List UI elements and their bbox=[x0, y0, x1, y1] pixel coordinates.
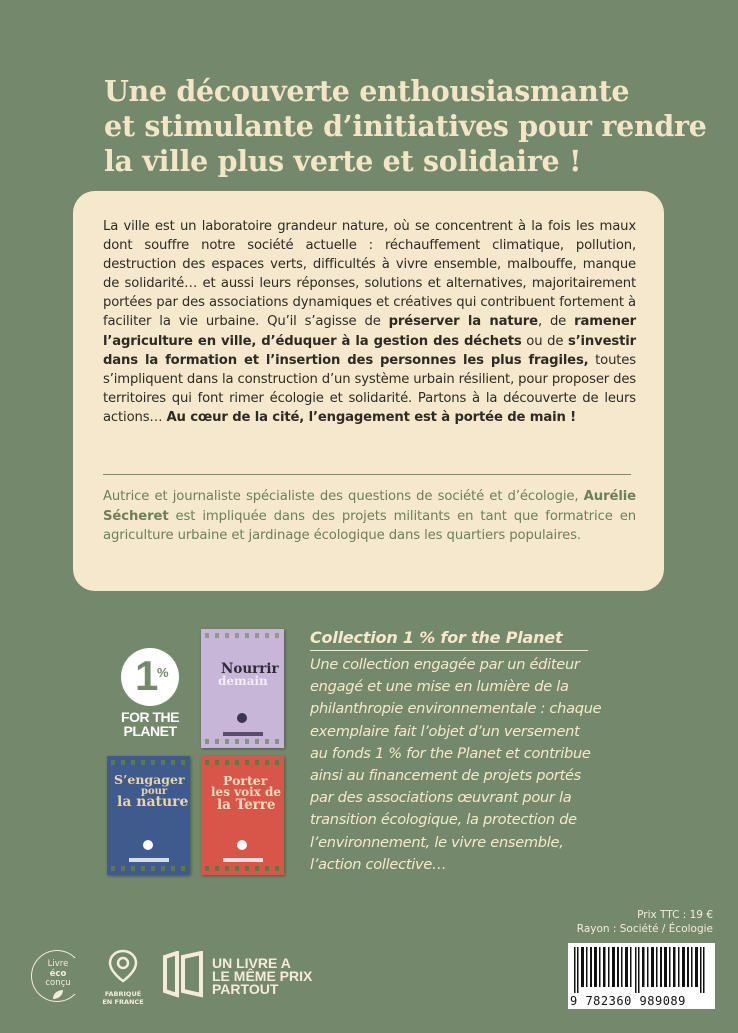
summary-panel bbox=[73, 191, 664, 591]
same-price-label bbox=[212, 957, 332, 996]
one-percent-number: 1 bbox=[135, 652, 159, 699]
eco-label: Livre bbox=[47, 959, 69, 969]
decorative-border bbox=[205, 739, 280, 744]
eco-designed-book-logo bbox=[31, 950, 85, 1004]
one-percent-circle bbox=[121, 648, 179, 706]
collection-title: Collection 1 % for the Planet bbox=[310, 628, 563, 647]
barcode-bars bbox=[572, 947, 711, 993]
description-bold: ramener l’agriculture en ville, d’éduquer à la gestion des déchets bbox=[103, 314, 636, 349]
isbn-barcode bbox=[568, 943, 715, 1009]
author-name: Aurélie Sécheret bbox=[103, 489, 636, 524]
description-text: , de bbox=[537, 314, 575, 330]
headline-line: Une découverte enthousiasmante bbox=[104, 74, 630, 108]
headline-line: et stimulante d’initiatives pour rendre bbox=[104, 109, 707, 143]
decorative-border bbox=[205, 866, 280, 871]
collection-line: l’environnement, le vivre ensemble, bbox=[310, 833, 564, 851]
decorative-border bbox=[111, 760, 186, 765]
publisher-logo-icon bbox=[129, 858, 169, 862]
book-cover-porter-les-voix-de-la-terre bbox=[201, 756, 284, 875]
book-title-end: la Terre bbox=[217, 797, 276, 813]
publisher-badge-icon bbox=[237, 713, 247, 723]
collection-description bbox=[310, 654, 610, 876]
publisher-logo-icon bbox=[223, 732, 263, 736]
made-in-france-logo bbox=[101, 948, 145, 1006]
description-bold: préserver la nature bbox=[388, 314, 538, 330]
collection-line: l’action collective… bbox=[310, 855, 447, 873]
fab-line: EN FRANCE bbox=[102, 998, 144, 1006]
publisher-badge-icon bbox=[237, 840, 247, 850]
divider bbox=[103, 474, 631, 475]
collection-line: engagé et une mise en lumière de la bbox=[310, 678, 569, 696]
eco-label: éco bbox=[49, 969, 67, 979]
book-title-sub: demain bbox=[218, 674, 268, 688]
made-in-france-label bbox=[101, 990, 145, 1006]
rayon-label: Rayon : Société / Écologie bbox=[576, 923, 713, 935]
book-description bbox=[103, 217, 636, 427]
decorative-border bbox=[205, 760, 280, 765]
collection-line: au fonds 1 % for the Planet et contribue bbox=[310, 744, 591, 762]
one-percent-text bbox=[113, 710, 187, 738]
one-percent-line: PLANET bbox=[123, 723, 177, 739]
eco-label: conçu bbox=[45, 978, 71, 988]
book-cover-sengager-pour-la-nature bbox=[107, 756, 190, 875]
book-title-main: S’engager bbox=[114, 772, 185, 787]
book-title-main: Nourrir bbox=[221, 661, 279, 677]
decorative-border bbox=[111, 866, 186, 871]
book-title-main: Porter bbox=[223, 773, 268, 788]
book-title-end: la nature bbox=[117, 794, 189, 810]
isbn-number: 9 782360 989089 bbox=[570, 994, 686, 1008]
collection-underline bbox=[310, 650, 588, 651]
description-text: La ville est un laboratoire grandeur nature, où se concentrent à la fois les maux dont souffre notre société actuelle : réchauffement climatique, pollution, destruction des espaces verts, difficultés à vivre ensemble, malbouffe, manque de solidarité… et aussi leurs réponses, solutions et alternatives, majoritairement portées par des associations dynamiques et créatives qui contribuent fortement à faciliter la vie urbaine. Qu’il s’agisse de bbox=[103, 219, 636, 330]
description-text: ou de bbox=[521, 333, 568, 349]
same-price-line: PARTOUT bbox=[212, 981, 279, 997]
book-cover-nourrir-demain bbox=[201, 629, 284, 748]
collection-line: exemplaire fait l’objet d’un versement bbox=[310, 722, 580, 740]
price-info bbox=[577, 908, 713, 936]
collection-line: transition écologique, la protection de bbox=[310, 811, 577, 829]
one-percent-for-the-planet-logo bbox=[113, 648, 187, 738]
author-text: Autrice et journaliste spécialiste des questions de société et d’écologie, bbox=[103, 489, 584, 504]
collection-line: philanthropie environnementale : chaque bbox=[310, 700, 602, 718]
one-percent-symbol: % bbox=[157, 665, 169, 680]
one-percent-line: FOR THE bbox=[121, 709, 179, 725]
description-text: toutes s’impliquent dans la construction d’un système urbain résilient, pour proposer des territoires qui font rimer écologie et solidarité. Partons à la découverte de leurs actions… bbox=[103, 352, 636, 425]
author-bio bbox=[103, 487, 636, 546]
fab-line: FABRIQUÉ bbox=[104, 990, 142, 998]
collection-line: par des associations œuvrant pour la bbox=[310, 789, 572, 807]
collection-line: Une collection engagée par un éditeur bbox=[310, 656, 580, 673]
book-price-icon bbox=[161, 951, 205, 999]
headline bbox=[104, 74, 707, 179]
description-bold: Au cœur de la cité, l’engagement est à portée de main ! bbox=[166, 409, 576, 425]
same-price-line: LE MÊME PRIX bbox=[212, 968, 313, 984]
leaf-icon bbox=[51, 989, 65, 1001]
location-pin-icon bbox=[105, 948, 141, 984]
decorative-border bbox=[205, 633, 280, 638]
same-price-everywhere-logo bbox=[161, 951, 313, 1003]
description-bold: s’investir dans la formation et l’insertion des personnes les plus fragiles, bbox=[103, 333, 636, 368]
collection-line: ainsi au financement de projets portés bbox=[310, 767, 581, 785]
headline-line: la ville plus verte et solidaire ! bbox=[104, 144, 582, 178]
same-price-line: UN LIVRE A bbox=[212, 955, 291, 971]
author-text: est impliquée dans des projets militants en tant que formatrice en agriculture urbaine et jardinage écologique dans les quartiers populaires. bbox=[103, 508, 636, 544]
price-label: Prix TTC : 19 € bbox=[637, 909, 713, 921]
publisher-logo-icon bbox=[223, 858, 263, 862]
book-title-sub: pour bbox=[141, 786, 168, 797]
publisher-badge-icon bbox=[143, 840, 153, 850]
book-title-sub: les voix de bbox=[211, 785, 282, 799]
